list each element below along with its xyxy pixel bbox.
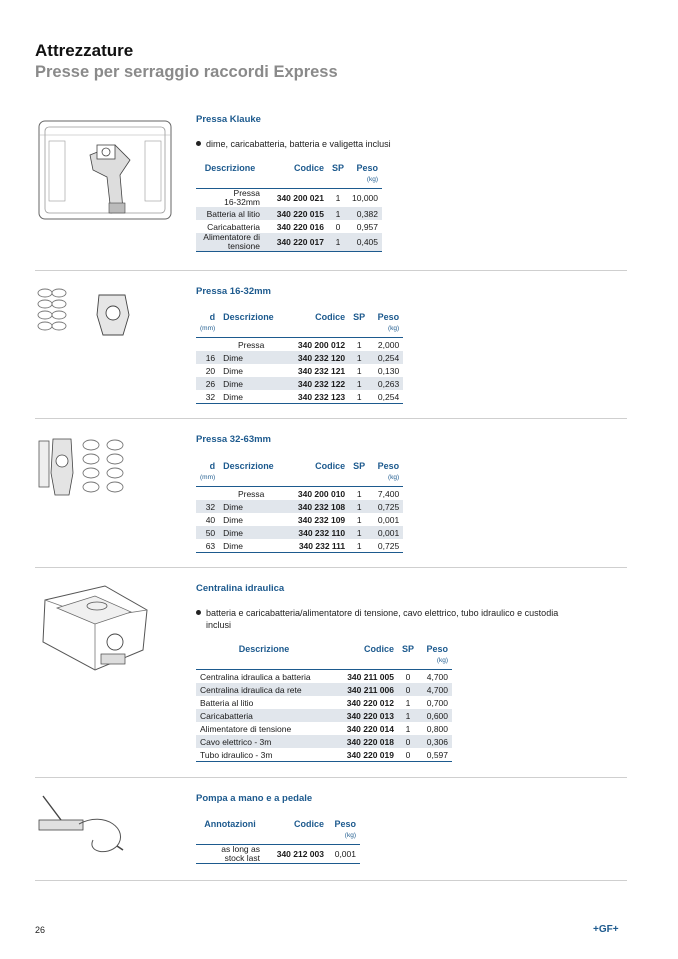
- table-row: Caricabatteria 340 220 016 0 0,957: [207, 221, 379, 232]
- table-row: 63 Dime 340 232 111 1 0,725: [196, 539, 403, 553]
- divider: [35, 777, 627, 778]
- table-row: Centralina idraulica da rete 340 211 006 0 4,700: [196, 683, 452, 696]
- gf-logo: +GF+: [593, 924, 619, 935]
- table-unit-row: (kg): [196, 829, 360, 845]
- table-header-row: Descrizione Codice SP Peso: [238, 644, 449, 654]
- table-row: Pressa 16-32mm 340 200 021 1 10,000: [224, 188, 379, 207]
- table-row: Pressa 340 200 010 1 7,400: [237, 488, 400, 499]
- table-row: 26 Dime 340 232 122 1 0,263: [196, 377, 403, 390]
- table-row: Alimentatore di tensione 340 220 017 1 0,405: [196, 233, 382, 252]
- table-row: Pressa 340 200 012 1 2,000: [237, 339, 400, 350]
- table-unit-row: (mm) (kg): [196, 471, 403, 487]
- pressa-3263-title: Pressa 32-63mm: [196, 434, 271, 445]
- table-row: Alimentatore di tensione 340 220 014 1 0,800: [200, 723, 449, 734]
- table-header-row: d Descrizione Codice SP Peso: [209, 461, 400, 471]
- table-unit-row: (kg): [196, 654, 452, 670]
- pompa-image: [35, 790, 130, 860]
- table-row: 40 Dime 340 232 109 1 0,001: [205, 514, 400, 525]
- pressa-3263-table: [196, 461, 403, 553]
- table-row: 20 Dime 340 232 121 1 0,130: [205, 365, 400, 376]
- divider: [35, 880, 627, 881]
- table-row: as long as stock last 340 212 003 0,001: [196, 845, 360, 864]
- bullet-dot: [196, 610, 201, 615]
- table-unit-row: (mm) (kg): [196, 322, 403, 338]
- bullet-dot: [196, 141, 201, 146]
- table-row: Batteria al litio 340 220 012 1 0,700: [200, 697, 449, 708]
- table-row: 32 Dime 340 232 123 1 0,254: [196, 390, 403, 404]
- table-row: Caricabatteria 340 220 013 1 0,600: [196, 709, 452, 722]
- centralina-bullet: batteria e caricabatteria/alimentatore di tensione, cavo elettrico, tubo idraulico e custodia inclusi: [196, 607, 558, 631]
- table-row: Cavo elettrico - 3m 340 220 018 0 0,306: [196, 735, 452, 748]
- centralina-image: [35, 580, 155, 675]
- pressa-3263-image: [35, 433, 145, 503]
- pressa-1632-image: [35, 285, 145, 345]
- table-unit-row: (kg): [196, 173, 382, 189]
- table-header-row: Annotazioni Codice Peso: [204, 819, 356, 829]
- table-row: 50 Dime 340 232 110 1 0,001: [196, 526, 403, 539]
- divider: [35, 270, 627, 271]
- page-number: 26: [35, 925, 46, 935]
- divider: [35, 567, 627, 568]
- centralina-title: Centralina idraulica: [196, 583, 285, 594]
- klauke-bullet: dime, caricabatteria, batteria e valigetta inclusi: [196, 138, 391, 150]
- klauke-case-image: [35, 115, 175, 225]
- table-row: Batteria al litio 340 220 015 1 0,382: [196, 207, 382, 220]
- klauke-table: [196, 163, 382, 252]
- table-row: Tubo idraulico - 3m 340 220 019 0 0,597: [196, 748, 452, 762]
- table-header-row: d Descrizione Codice SP Peso: [209, 312, 400, 322]
- page-title: Attrezzature: [35, 41, 134, 60]
- table-row: Centralina idraulica a batteria 340 211 005 0 4,700: [200, 671, 449, 682]
- pressa-1632-title: Pressa 16-32mm: [196, 286, 271, 297]
- divider: [35, 418, 627, 419]
- page-subtitle: Presse per serraggio raccordi Express: [35, 63, 338, 81]
- klauke-title: Pressa Klauke: [196, 114, 261, 125]
- pressa-1632-table: [196, 312, 403, 404]
- pompa-table: [196, 819, 360, 864]
- pompa-title: Pompa a mano e a pedale: [196, 793, 313, 804]
- table-row: 16 Dime 340 232 120 1 0,254: [196, 351, 403, 364]
- table-row: 32 Dime 340 232 108 1 0,725: [196, 500, 403, 513]
- centralina-table: [196, 644, 452, 762]
- table-header-row: Descrizione Codice SP Peso: [204, 163, 379, 173]
